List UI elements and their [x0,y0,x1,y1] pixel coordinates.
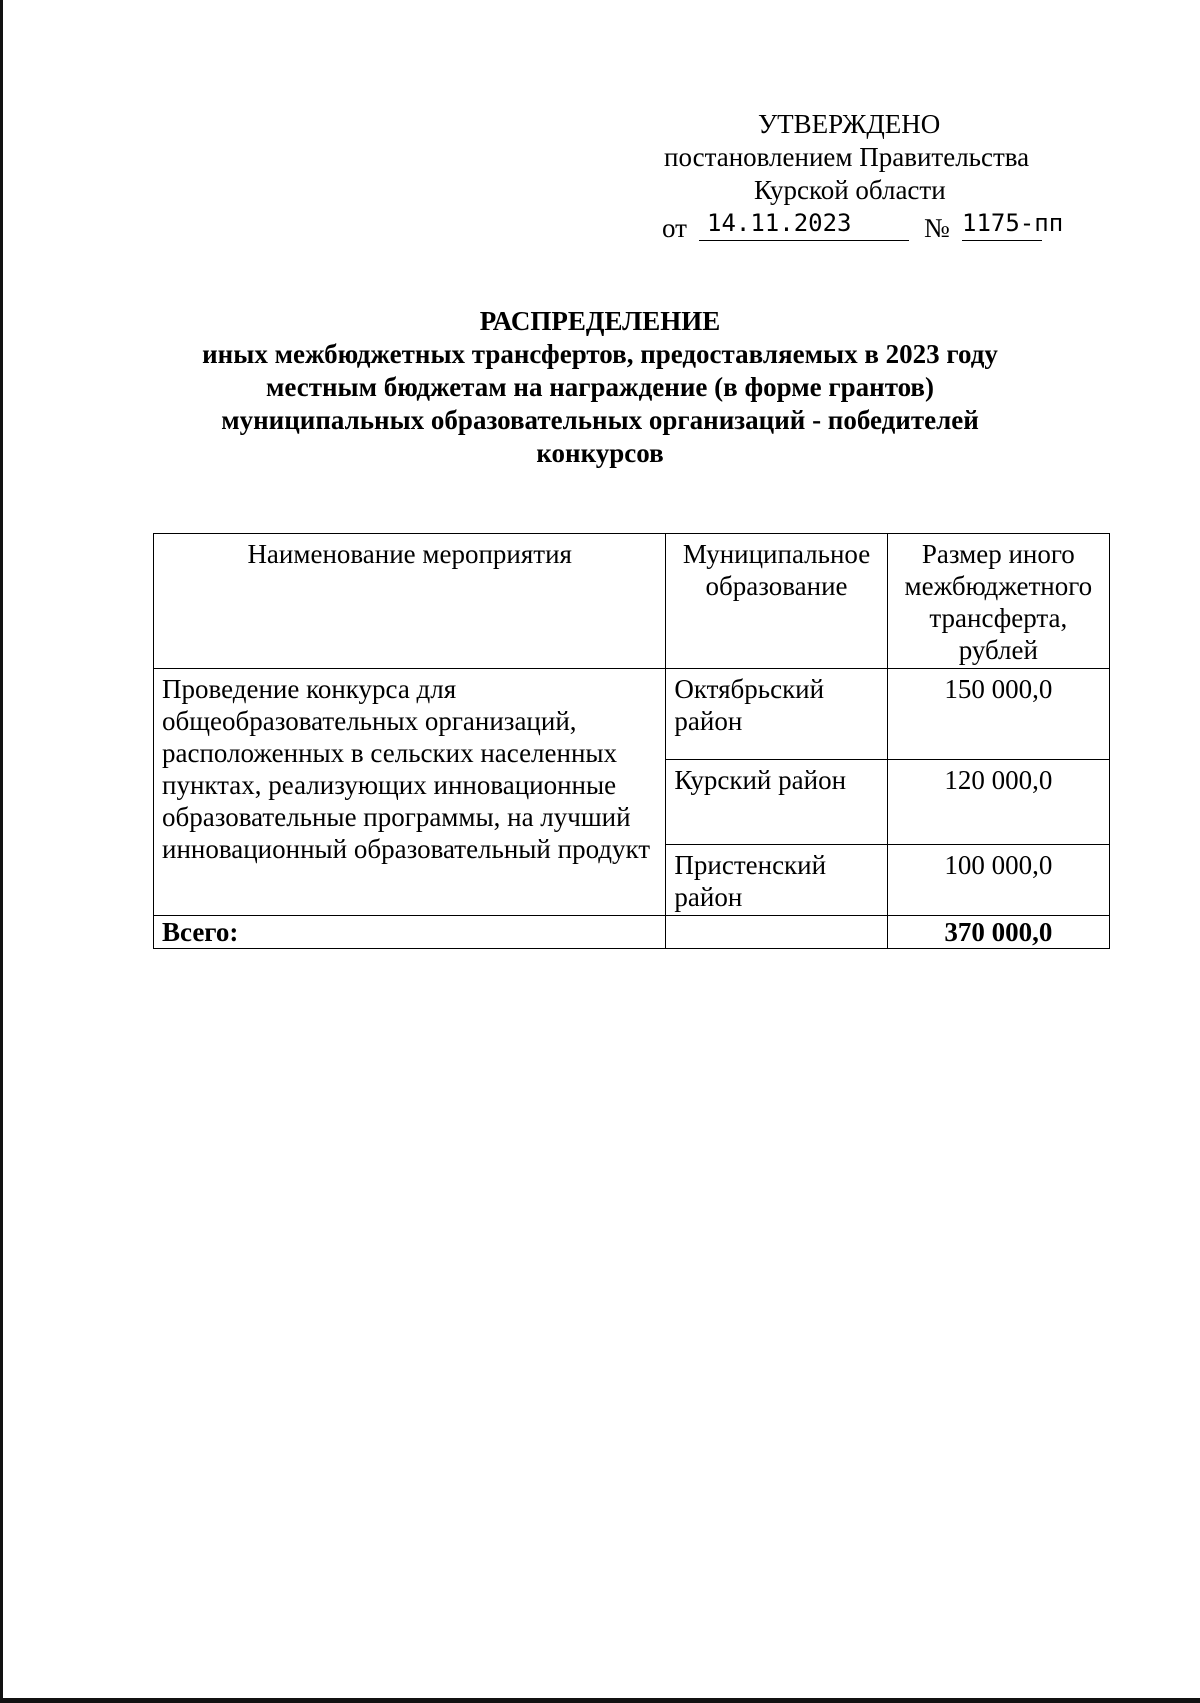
total-municipality [666,916,887,949]
approval-date: 14.11.2023 [699,208,909,241]
heading-line-1: иных межбюджетных трансфертов, предоставляемых в 2023 году [202,339,998,369]
table-header-row [154,534,1110,669]
heading-line-2: местным бюджетам на награждение (в форме грантов) [266,372,934,402]
municipality-cell: Октябрьский район [666,669,887,760]
amount-cell: 150 000,0 [887,669,1109,760]
municipality-cell: Пристенский район [666,845,887,916]
header-amount: Размер иного межбюджетного трансферта, рублей [887,534,1109,669]
total-amount: 370 000,0 [887,916,1109,949]
document-heading [150,305,1050,470]
heading-line-3: муниципальных образовательных организаций - победителей [221,405,979,435]
approval-region-line: Курской области [754,175,946,205]
distribution-table [153,533,1110,949]
municipality-cell: Курский район [666,760,887,845]
table-row [154,669,1110,760]
event-name-cell: Проведение конкурса для общеобразовательных организаций, расположенных в сельских населенных пунктах, реализующих инновационные образовательные программы, на лучший инновационный образовательный продукт [154,669,666,916]
approval-from-label: от [662,213,687,243]
header-municipality: Муниципальное образование [666,534,887,669]
approval-title: УТВЕРЖДЕНО [758,109,941,139]
scan-edge-left [0,0,3,1703]
approval-issuer-line: постановлением Правительства [664,142,1030,172]
approval-date-number-line [662,208,1082,244]
heading-line-4: конкурсов [536,438,664,468]
scan-edge-bottom [0,1698,1200,1703]
amount-cell: 120 000,0 [887,760,1109,845]
header-event: Наименование мероприятия [154,534,666,669]
heading-title: РАСПРЕДЕЛЕНИЕ [479,306,721,336]
total-label: Всего: [154,916,666,949]
total-row [154,916,1110,949]
amount-cell: 100 000,0 [887,845,1109,916]
approval-number-label: № [924,213,950,243]
approval-number: 1175-пп [962,208,1042,241]
